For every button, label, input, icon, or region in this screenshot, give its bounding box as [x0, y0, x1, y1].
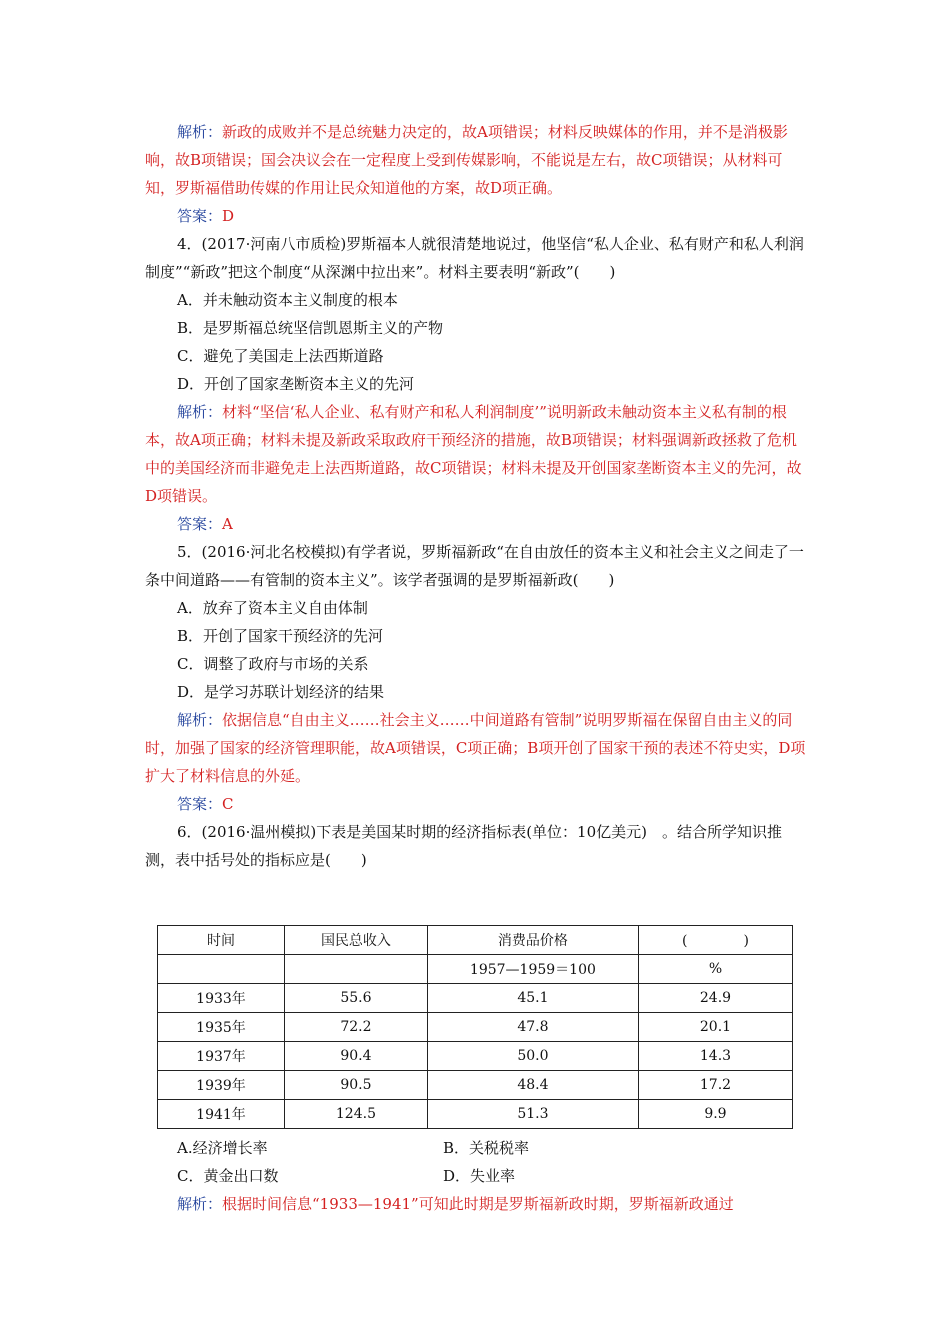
table-cell: 51.3: [427, 1100, 638, 1129]
question-content: [145, 118, 810, 874]
table-subheader-cell: [158, 955, 285, 984]
q5-answer: [145, 790, 810, 818]
table-subheader-cell: %: [638, 955, 792, 984]
table-cell: 1935年: [158, 1013, 285, 1042]
explanation-label: 解析：: [177, 1195, 223, 1213]
table-cell: 45.1: [427, 984, 638, 1013]
explanation-label: 解析：: [177, 123, 223, 141]
explanation-label: 解析：: [177, 403, 223, 421]
q6-option-b: B．关税税率: [443, 1139, 530, 1157]
q6-option-c: C．黄金出口数: [177, 1167, 279, 1185]
table-cell: 55.6: [285, 984, 428, 1013]
table-cell: 50.0: [427, 1042, 638, 1071]
answer-value: D: [222, 207, 235, 225]
table-row: [158, 1100, 793, 1129]
table-subheader-cell: 1957—1959＝100: [427, 955, 638, 984]
table-header-row: [158, 926, 793, 955]
q4-option-a: A．并未触动资本主义制度的根本: [177, 291, 398, 309]
q4-option-c: C．避免了美国走上法西斯道路: [177, 347, 384, 365]
q6-option-a: A.经济增长率: [177, 1139, 268, 1157]
q4-answer: [145, 510, 810, 538]
q3-explanation: 解析：新政的成败并不是总统魅力决定的，故A项错误；材料反映媒体的作用，并不是消极影响，故B项错误；国会决议会在一定程度上受到传媒影响，不能说是左右，故C项错误；从材料可知，罗斯福借助传媒的作用让民众知道他的方案，故D项正确。: [145, 123, 788, 197]
table-cell: 1937年: [158, 1042, 285, 1071]
answer-label: 答案：: [177, 795, 223, 813]
answer-value: A: [222, 515, 233, 533]
q6-explanation: 解析：根据时间信息“1933—1941”可知此时期是罗斯福新政时期，罗斯福新政通过: [177, 1195, 734, 1213]
q4-stem: 4．(2017·河南八市质检)罗斯福本人就很清楚地说过，他坚信“私人企业、私有财产和私人利润制度”“新政”把这个制度“从深渊中拉出来”。材料主要表明“新政”( ): [145, 235, 804, 281]
table-cell: 9.9: [638, 1100, 792, 1129]
answer-label: 答案：: [177, 207, 223, 225]
table-cell: 47.8: [427, 1013, 638, 1042]
table-row: [158, 984, 793, 1013]
table-cell: 124.5: [285, 1100, 428, 1129]
table-cell: 90.4: [285, 1042, 428, 1071]
q5-explanation: 解析：依据信息“自由主义……社会主义……中间道路有管制”说明罗斯福在保留自由主义的同时，加强了国家的经济管理职能，故A项错误，C项正确；B项开创了国家干预的表述不符史实，D项扩大了材料信息的外延。: [145, 711, 806, 785]
q6-options-row-1: [145, 1134, 810, 1162]
economic-indicator-table: [157, 925, 793, 1129]
q5-option-d: D．是学习苏联计划经济的结果: [177, 683, 385, 701]
q5-option-c: C．调整了政府与市场的关系: [177, 655, 369, 673]
table-cell: 1933年: [158, 984, 285, 1013]
table-header-cell: 时间: [158, 926, 285, 955]
table-row: [158, 1071, 793, 1100]
table-header-cell: 国民总收入: [285, 926, 428, 955]
table-subheader-cell: [285, 955, 428, 984]
q4-option-d: D．开创了国家垄断资本主义的先河: [177, 375, 415, 393]
q5-option-b: B．开创了国家干预经济的先河: [177, 627, 384, 645]
q6-options-row-2: [145, 1162, 810, 1190]
q3-answer: [145, 202, 810, 230]
table-cell: 24.9: [638, 984, 792, 1013]
table-cell: 72.2: [285, 1013, 428, 1042]
answer-value: C: [222, 795, 234, 813]
q6-tail: [145, 1134, 810, 1218]
q4-option-b: B．是罗斯福总统坚信凯恩斯主义的产物: [177, 319, 444, 337]
q6-option-d: D．失业率: [443, 1167, 516, 1185]
q5-option-a: A．放弃了资本主义自由体制: [177, 599, 368, 617]
table-cell: 90.5: [285, 1071, 428, 1100]
q4-explanation: 解析：材料“坚信‘私人企业、私有财产和私人利润制度’”说明新政未触动资本主义私有制的根本，故A项正确；材料未提及新政采取政府干预经济的措施，故B项错误；材料强调新政拯救了危机中的美国经济而非避免走上法西斯道路，故C项错误；材料未提及开创国家垄断资本主义的先河，故D项错误。: [145, 403, 802, 505]
table-row: [158, 1042, 793, 1071]
table-header-cell: ( ): [638, 926, 792, 955]
explanation-label: 解析：: [177, 711, 223, 729]
q6-stem: 6．(2016·温州模拟)下表是美国某时期的经济指标表(单位：10亿美元) 。结合所学知识推测，表中括号处的指标应是( ): [145, 823, 782, 869]
table-cell: 48.4: [427, 1071, 638, 1100]
table-cell: 1941年: [158, 1100, 285, 1129]
table-row: [158, 1013, 793, 1042]
table-cell: 14.3: [638, 1042, 792, 1071]
table-cell: 17.2: [638, 1071, 792, 1100]
q5-stem: 5．(2016·河北名校模拟)有学者说，罗斯福新政“在自由放任的资本主义和社会主义之间走了一条中间道路——有管制的资本主义”。该学者强调的是罗斯福新政( ): [145, 543, 804, 589]
table-subheader-row: [158, 955, 793, 984]
table-cell: 1939年: [158, 1071, 285, 1100]
answer-label: 答案：: [177, 515, 223, 533]
table-header-cell: 消费品价格: [427, 926, 638, 955]
table-cell: 20.1: [638, 1013, 792, 1042]
